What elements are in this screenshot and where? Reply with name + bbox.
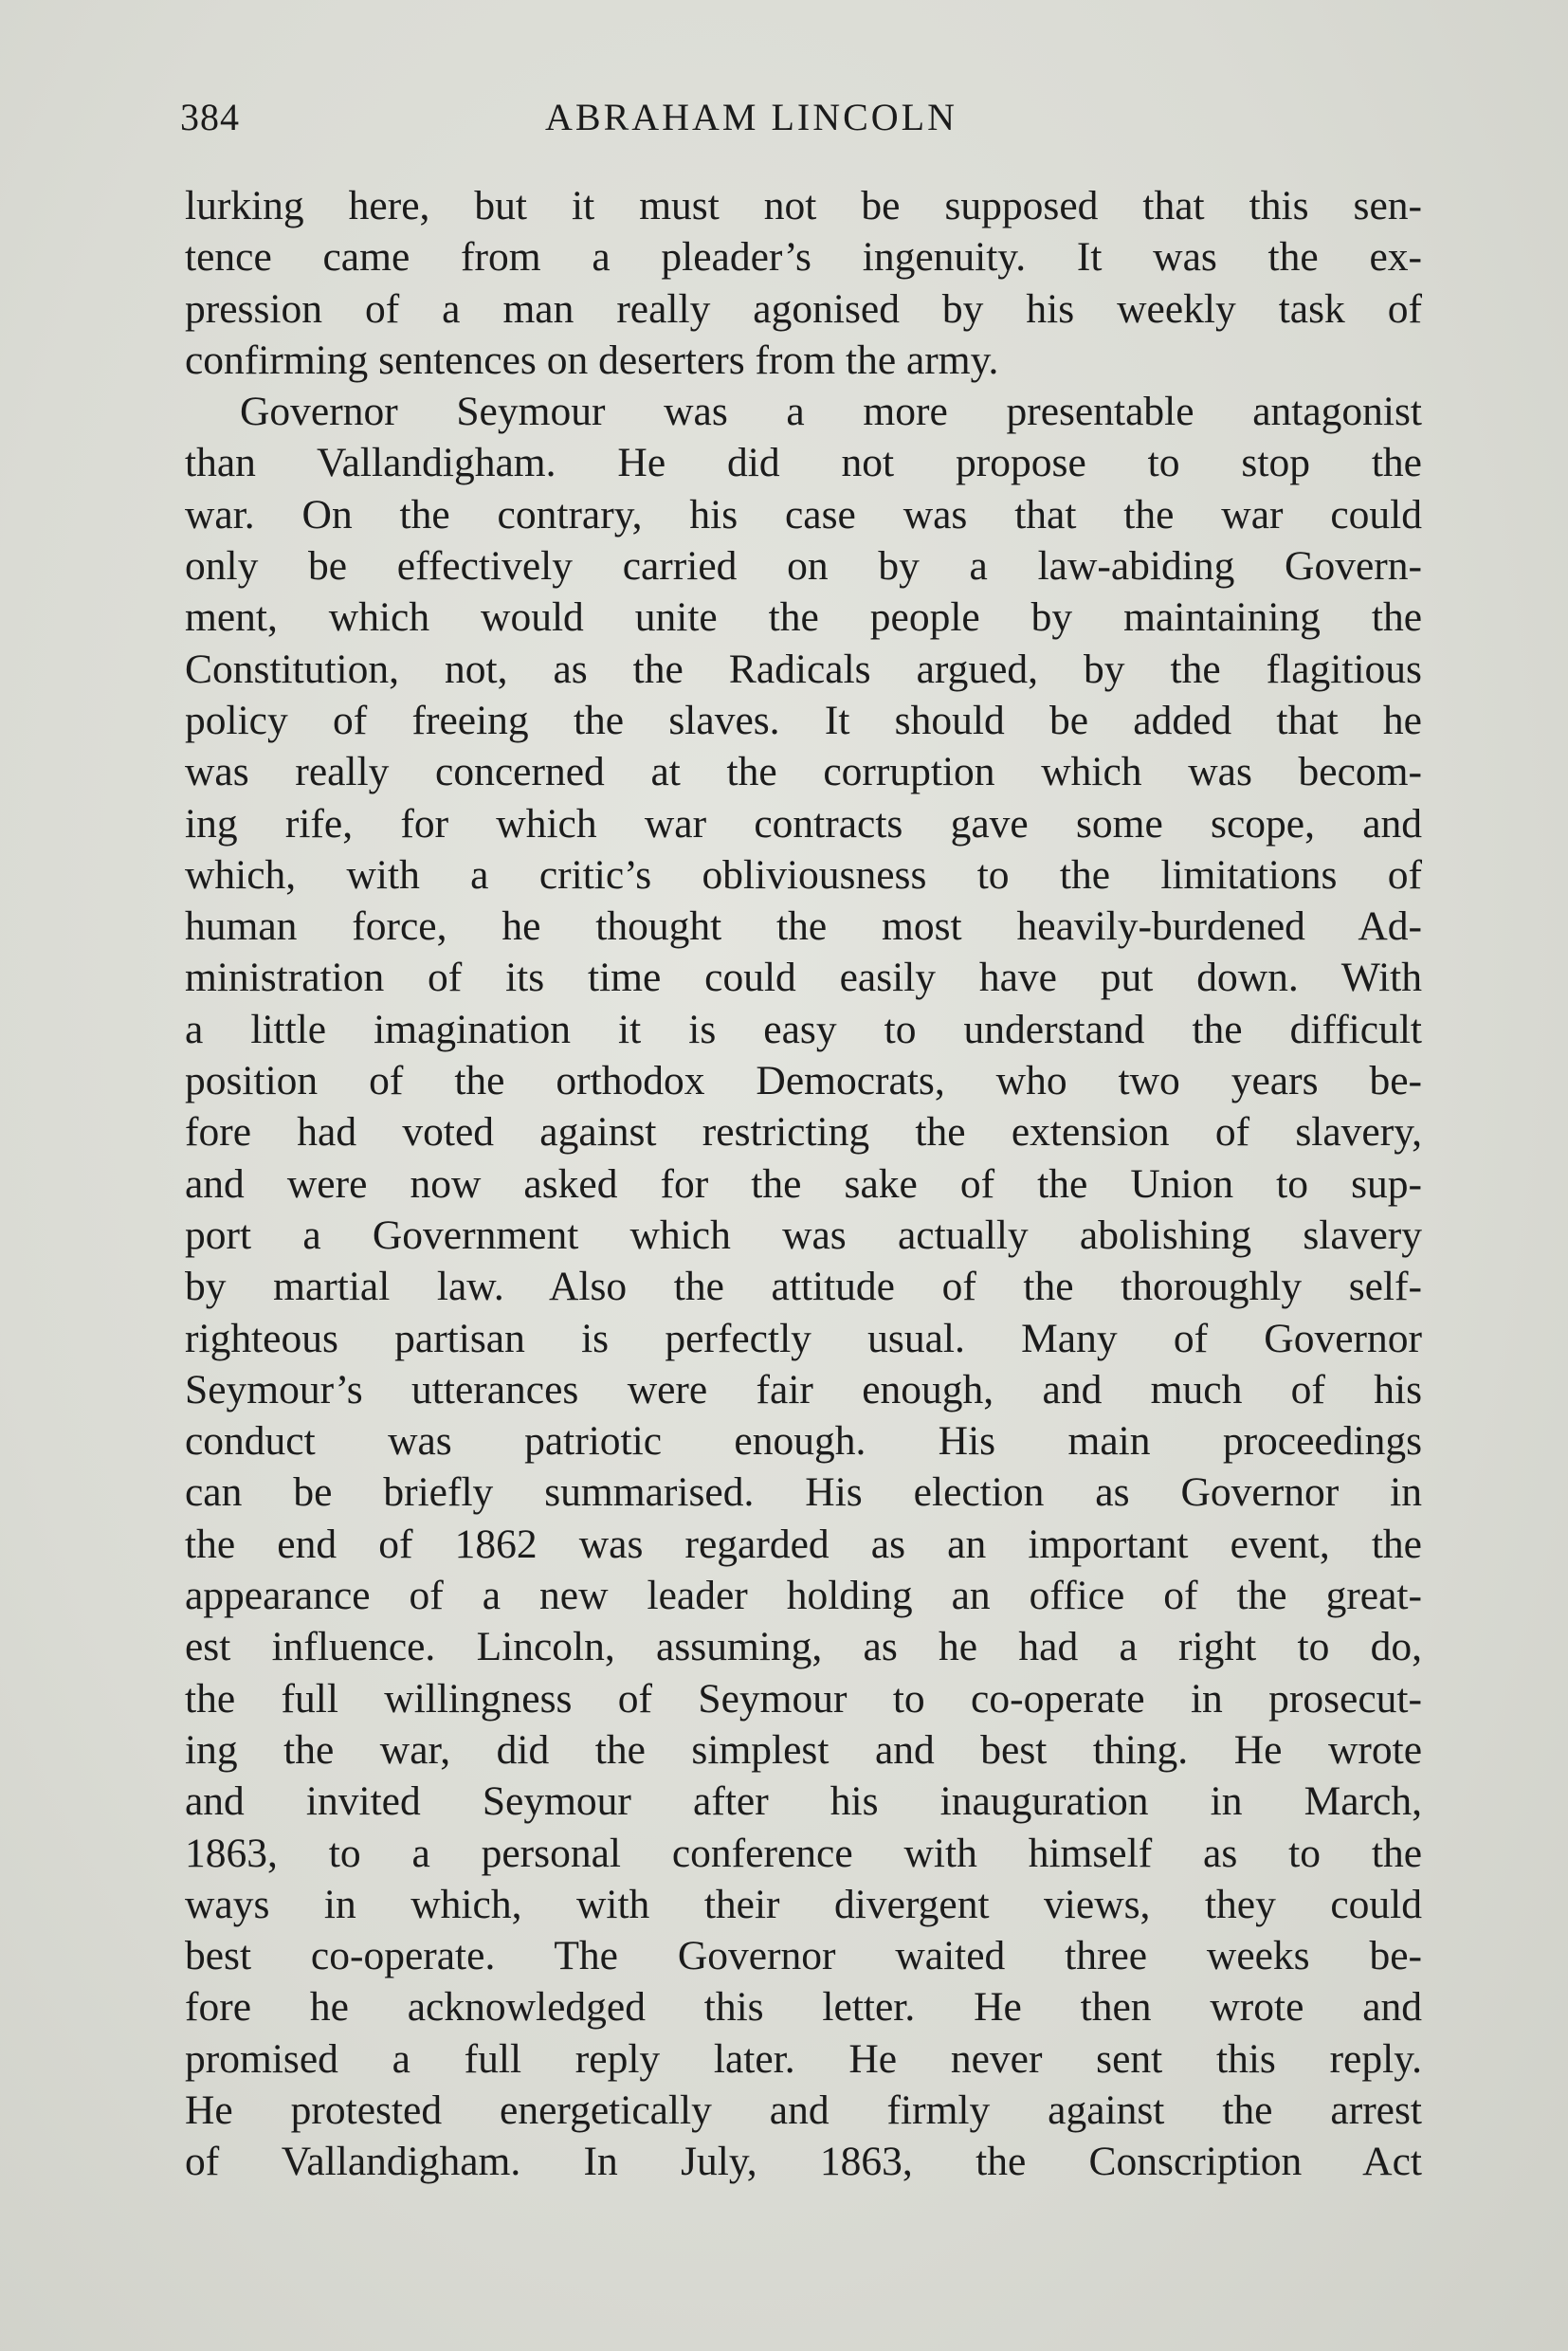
- body-text: [185, 180, 1422, 2188]
- text-line: pression of a man really agonised by his weekly task of: [185, 285, 1422, 332]
- text-line: Governor Seymour was a more presentable antagonist: [240, 389, 1422, 435]
- text-line: best co-operate. The Governor waited three weeks be-: [185, 1933, 1422, 1979]
- text-line: the end of 1862 was regarded as an important event, the: [185, 1521, 1422, 1567]
- text-line: position of the orthodox Democrats, who two years be-: [185, 1058, 1422, 1104]
- text-line: and were now asked for the sake of the Union to sup-: [185, 1160, 1422, 1207]
- text-line: a little imagination it is easy to understand the difficult: [185, 1006, 1422, 1052]
- running-title: ABRAHAM LINCOLN: [545, 96, 957, 138]
- text-line: confirming sentences on deserters from the army.: [185, 337, 999, 383]
- text-line: of Vallandigham. In July, 1863, the Conscription Act: [185, 2139, 1422, 2185]
- text-line: and invited Seymour after his inauguration in March,: [185, 1778, 1422, 1825]
- text-line: war. On the contrary, his case was that the war could: [185, 491, 1422, 538]
- text-line: ways in which, with their divergent views, they could: [185, 1881, 1422, 1927]
- text-line: ment, which would unite the people by maintaining the: [185, 594, 1422, 641]
- text-line: fore had voted against restricting the extension of slavery,: [185, 1109, 1422, 1156]
- text-line: Constitution, not, as the Radicals argued, by the flagitious: [185, 646, 1422, 692]
- text-line: 1863, to a personal conference with himself as to the: [185, 1830, 1422, 1876]
- text-line: ing rife, for which war contracts gave some scope, and: [185, 800, 1422, 847]
- text-line: only be effectively carried on by a law-abiding Govern-: [185, 543, 1422, 590]
- text-line: He protested energetically and firmly against the arrest: [185, 2087, 1422, 2133]
- text-line: was really concerned at the corruption which was becom-: [185, 749, 1422, 795]
- page-number: 384: [180, 96, 240, 138]
- text-line: fore he acknowledged this letter. He then wrote and: [185, 1984, 1422, 2031]
- text-line: by martial law. Also the attitude of the thoroughly self-: [185, 1264, 1422, 1310]
- text-line: than Vallandigham. He did not propose to stop the: [185, 440, 1422, 486]
- text-line: tence came from a pleader’s ingenuity. It was the ex-: [185, 234, 1422, 281]
- text-line: righteous partisan is perfectly usual. Many of Governor: [185, 1315, 1422, 1361]
- text-line: Seymour’s utterances were fair enough, and much of his: [185, 1366, 1422, 1412]
- text-line: ministration of its time could easily have put down. With: [185, 955, 1422, 1001]
- text-line: lurking here, but it must not be supposed that this sen-: [185, 183, 1422, 228]
- text-line: port a Government which was actually abolishing slavery: [185, 1212, 1422, 1258]
- text-line: conduct was patriotic enough. His main proceedings: [185, 1418, 1422, 1465]
- text-line: which, with a critic’s obliviousness to the limitations of: [185, 851, 1422, 898]
- text-line: ing the war, did the simplest and best thing. He wrote: [185, 1726, 1422, 1773]
- text-line: the full willingness of Seymour to co-operate in prosecut-: [185, 1675, 1422, 1722]
- text-line: can be briefly summarised. His election as Governor in: [185, 1469, 1422, 1516]
- text-line: promised a full reply later. He never sent this reply.: [185, 2035, 1422, 2082]
- page-header: [180, 95, 1422, 152]
- text-line: appearance of a new leader holding an office of the great-: [185, 1573, 1422, 1619]
- text-line: est influence. Lincoln, assuming, as he had a right to do,: [185, 1624, 1422, 1670]
- text-line: human force, he thought the most heavily-burdened Ad-: [185, 903, 1422, 950]
- text-line: policy of freeing the slaves. It should be added that he: [185, 697, 1422, 743]
